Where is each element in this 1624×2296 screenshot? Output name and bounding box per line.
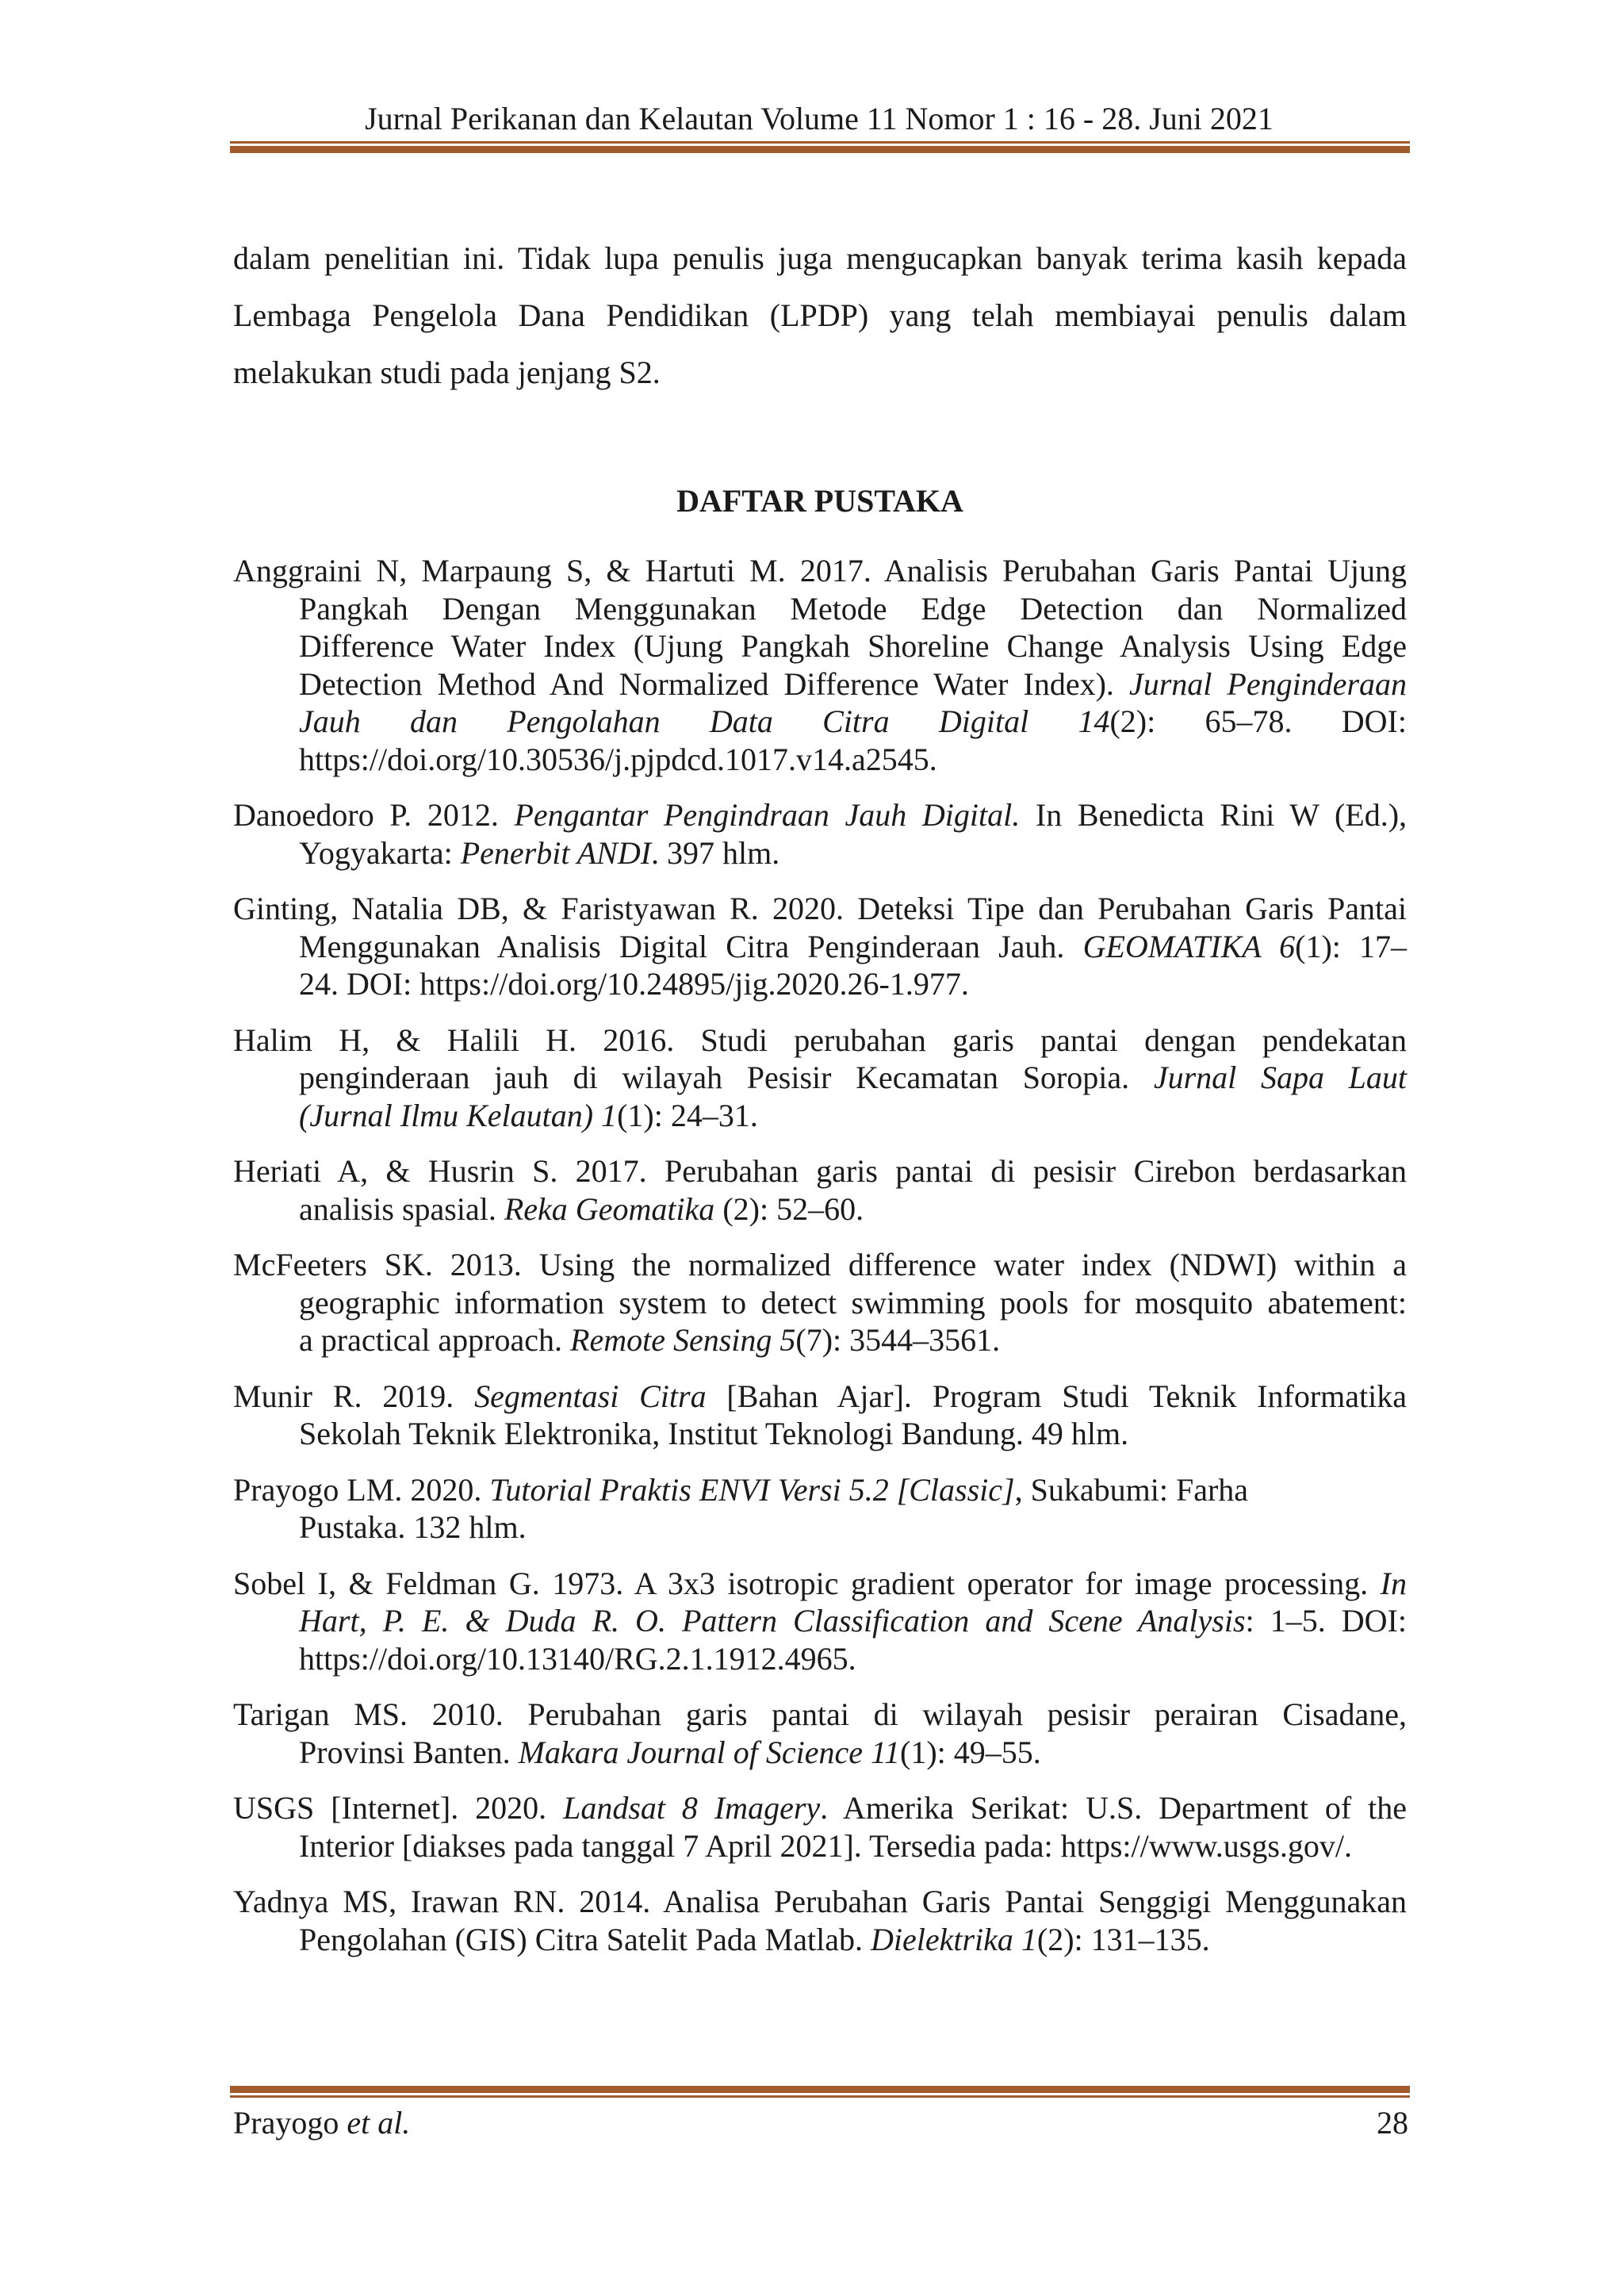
reference-line (233, 1471, 1407, 1509)
reference-text: Tarigan MS. 2010. Perubahan garis pantai di wilayah pesisir perairan Cisadane, (233, 1696, 1407, 1732)
reference-italic-text: In (1380, 1565, 1407, 1601)
reference-line (233, 1022, 1407, 1060)
reference-text: Prayogo LM. 2020. (233, 1471, 490, 1508)
reference-entry (233, 1378, 1407, 1453)
reference-entry (233, 890, 1407, 1003)
reference-text: USGS [Internet]. 2020. (233, 1790, 564, 1826)
reference-line (233, 1152, 1407, 1190)
reference-italic-text: Segmentasi Citra (474, 1378, 707, 1414)
reference-line (233, 1565, 1407, 1603)
reference-entry (233, 1565, 1407, 1678)
header-rule-thin (230, 141, 1410, 144)
reference-line (233, 1321, 1407, 1359)
reference-line (233, 1284, 1407, 1322)
reference-line (233, 741, 1407, 779)
reference-text: https://doi.org/10.13140/RG.2.1.1912.4965. (299, 1640, 856, 1677)
reference-line (233, 1415, 1407, 1453)
reference-italic-text: Jauh dan Pengolahan Data Citra Digital 14 (299, 703, 1110, 739)
reference-line (233, 796, 1407, 834)
reference-entry (233, 1696, 1407, 1771)
reference-text: https://doi.org/10.30536/j.pjpdcd.1017.v14.a2545. (299, 741, 937, 777)
reference-line (233, 1097, 1407, 1135)
intro-line: dalam penelitian ini. Tidak lupa penulis juga mengucapkan banyak terima kasih kepada (233, 240, 1407, 276)
reference-list (233, 552, 1407, 1976)
reference-line (233, 1640, 1407, 1678)
reference-italic-text: Makara Journal of Science 11 (518, 1734, 901, 1770)
running-head: Jurnal Perikanan dan Kelautan Volume 11 Nomor 1 : 16 - 28. Juni 2021 (365, 101, 1274, 136)
reference-text: Munir R. 2019. (233, 1378, 475, 1414)
reference-text: Halim H, & Halili H. 2016. Studi perubahan garis pantai dengan pendekatan (233, 1022, 1407, 1058)
reference-italic-text: Tutorial Praktis ENVI Versi 5.2 [Classic] (489, 1471, 1015, 1508)
footer-author (233, 2102, 410, 2144)
reference-text: Sobel I, & Feldman G. 1973. A 3x3 isotropic gradient operator for image processing. (233, 1565, 1381, 1601)
reference-entry (233, 1883, 1407, 1958)
reference-line (233, 1827, 1407, 1865)
acknowledgement-paragraph (233, 230, 1407, 401)
reference-text: (2): 52–60. (714, 1190, 864, 1227)
reference-entry (233, 1152, 1407, 1228)
reference-entry (233, 1246, 1407, 1359)
section-title: DAFTAR PUSTAKA (676, 483, 963, 519)
reference-italic-text: Landsat 8 Imagery (563, 1790, 821, 1826)
reference-text: (1): 49–55. (900, 1734, 1041, 1770)
reference-italic-text: Pengantar Pengindraan Jauh Digital. (514, 797, 1021, 833)
footer-author-name: Prayogo (233, 2105, 339, 2141)
reference-text: Pengolahan (GIS) Citra Satelit Pada Matlab. (299, 1921, 871, 1957)
reference-text: Ginting, Natalia DB, & Faristyawan R. 2020. Deteksi Tipe dan Perubahan Garis Pantai (233, 891, 1407, 926)
reference-line (233, 1246, 1407, 1284)
reference-line (233, 1059, 1407, 1097)
reference-italic-text: Jurnal Penginderaan (1128, 665, 1408, 702)
reference-entry (233, 1789, 1407, 1865)
reference-entry (233, 1022, 1407, 1135)
reference-line (233, 834, 1407, 872)
reference-text: Pangkah Dengan Menggunakan Metode Edge Detection dan Normalized (299, 590, 1407, 627)
reference-text: Anggraini N, Marpaung S, & Hartuti M. 2017. Analisis Perubahan Garis Pantai Ujung (233, 553, 1407, 588)
reference-text: (2): 131–135. (1036, 1921, 1210, 1957)
reference-italic-text: Reka Geomatika (504, 1190, 715, 1227)
reference-text: Danoedoro P. 2012. (233, 797, 515, 833)
reference-text: analisis spasial. (299, 1190, 504, 1227)
reference-line (233, 928, 1407, 966)
reference-text: (2): 65–78. DOI: (1109, 703, 1407, 739)
reference-text: Interior [diakses pada tanggal 7 April 2021]. Tersedia pada: https://www.usgs.gov/. (299, 1827, 1353, 1864)
reference-text: (1): 24–31. (617, 1097, 758, 1133)
reference-text: : 1–5. DOI: (1245, 1603, 1407, 1639)
reference-text: Menggunakan Analisis Digital Citra Penginderaan Jauh. (299, 928, 1083, 964)
reference-text: Sekolah Teknik Elektronika, Institut Teknologi Bandung. 49 hlm. (299, 1416, 1129, 1451)
reference-text: Provinsi Banten. (299, 1734, 519, 1770)
reference-text: McFeeters SK. 2013. Using the normalized difference water index (NDWI) within a (233, 1247, 1407, 1282)
reference-line (233, 1921, 1407, 1959)
reference-entry (233, 552, 1407, 778)
reference-italic-text: Dielektrika 1 (870, 1921, 1037, 1957)
intro-line: Lembaga Pengelola Dana Pendidikan (LPDP) yang telah membiayai penulis dalam (233, 297, 1407, 333)
reference-italic-text: Hart, P. E. & Duda R. O. Pattern Classification and Scene Analysis (299, 1603, 1246, 1639)
reference-text: Heriati A, & Husrin S. 2017. Perubahan garis pantai di pesisir Cirebon berdasarkan (233, 1153, 1407, 1189)
reference-line (233, 627, 1407, 665)
reference-line (233, 703, 1407, 741)
reference-text: (1): 17– (1295, 928, 1407, 964)
reference-text: geographic information system to detect swimming pools for mosquito abatement: (299, 1284, 1407, 1320)
reference-text: In Benedicta Rini W (Ed.), (1020, 797, 1408, 833)
reference-text: , Sukabumi: Farha (1014, 1471, 1249, 1508)
reference-italic-text: Jurnal Sapa Laut (1153, 1060, 1408, 1095)
reference-line (233, 1883, 1407, 1921)
reference-text: Yogyakarta: (299, 834, 461, 871)
reference-italic-text: Remote Sensing 5 (570, 1322, 796, 1358)
reference-line (233, 1602, 1407, 1640)
reference-entry (233, 796, 1407, 872)
reference-italic-text: GEOMATIKA 6 (1082, 928, 1296, 964)
page-number: 28 (1377, 2105, 1408, 2141)
reference-line (233, 1508, 1407, 1547)
reference-text: a practical approach. (299, 1322, 571, 1358)
intro-line: melakukan studi pada jenjang S2. (233, 355, 661, 390)
reference-line (233, 1789, 1407, 1827)
footer-author-suffix: et al. (347, 2105, 411, 2141)
reference-text: Yadnya MS, Irawan RN. 2014. Analisa Perubahan Garis Pantai Senggigi Menggunakan (233, 1884, 1407, 1919)
reference-text: Pustaka. 132 hlm. (299, 1509, 527, 1545)
reference-italic-text: (Jurnal Ilmu Kelautan) 1 (299, 1097, 618, 1133)
reference-text: Detection Method And Normalized Difference Water Index). (299, 665, 1129, 702)
reference-text: . Amerika Serikat: U.S. Department of the (820, 1790, 1408, 1826)
reference-line (233, 1734, 1407, 1772)
reference-line (233, 890, 1407, 928)
reference-line (233, 1190, 1407, 1228)
reference-text: (7): 3544–3561. (795, 1322, 1001, 1358)
footer-rule-thin (230, 2095, 1410, 2098)
reference-line (233, 590, 1407, 628)
reference-text: [Bahan Ajar]. Program Studi Teknik Informatika (706, 1378, 1407, 1414)
reference-line (233, 1378, 1407, 1416)
reference-italic-text: Penerbit ANDI (460, 834, 652, 871)
reference-line (233, 965, 1407, 1003)
reference-line (233, 1696, 1407, 1734)
footer-rule-thick (230, 2086, 1410, 2093)
reference-text: Difference Water Index (Ujung Pangkah Shoreline Change Analysis Using Edge (299, 628, 1407, 664)
reference-text: 24. DOI: https://doi.org/10.24895/jig.2020.26-1.977. (299, 966, 969, 1002)
reference-text: . 397 hlm. (651, 834, 780, 871)
reference-line (233, 665, 1407, 703)
header-rule-thick (230, 146, 1410, 153)
reference-entry (233, 1471, 1407, 1547)
reference-text: penginderaan jauh di wilayah Pesisir Kecamatan Soropia. (299, 1060, 1154, 1095)
reference-line (233, 552, 1407, 590)
